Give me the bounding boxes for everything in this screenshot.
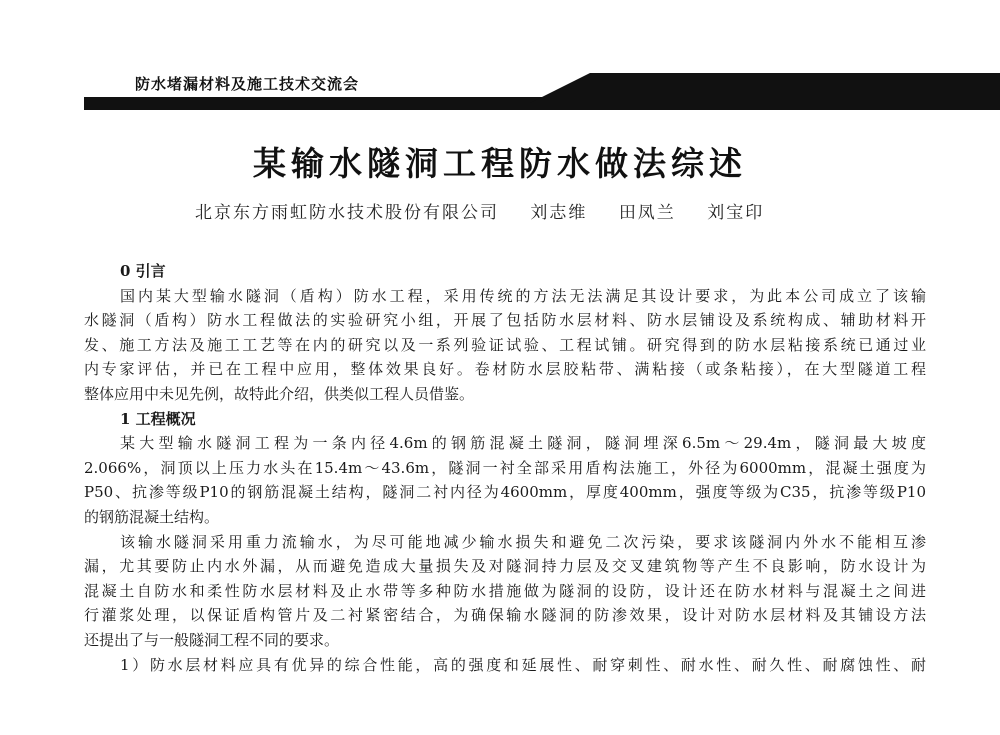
text-line: 漏，尤其要防止内水外漏，从而避免造成大量损失及对隧洞持力层及交叉建筑物等产生不良影响，防水设计为 <box>84 557 926 576</box>
intro-paragraph <box>84 284 926 407</box>
overview-paragraph-1 <box>84 431 926 529</box>
text-line: 整体应用中未见先例，故特此介绍，供类似工程人员借鉴。 <box>84 384 475 403</box>
text-line: 该输水隧洞采用重力流输水，为尽可能地减少输水损失和避免二次污染，要求该隧洞内外水不能相互渗 <box>120 532 926 551</box>
text-line: 水隧洞（盾构）防水工程做法的实验研究小组，开展了包括防水层材料、防水层铺设及系统构成、辅助材料开 <box>84 311 926 330</box>
author-name: 田凤兰 <box>618 203 676 223</box>
body-text <box>84 259 926 677</box>
text-line: 的钢筋混凝土结构。 <box>84 507 220 526</box>
affiliation: 北京东方雨虹防水技术股份有限公司 <box>195 203 499 223</box>
section-heading-overview: 1 工程概况 <box>120 409 196 428</box>
text-line: P50、抗渗等级P10的钢筋混凝土结构，隧洞二衬内径为4600mm，厚度400mm，强度等级为C35，抗渗等级P10 <box>84 483 926 502</box>
paper-title: 某输水隧洞工程防水做法综述 <box>253 144 747 183</box>
requirement-item-1 <box>84 653 926 678</box>
text-line: 某大型输水隧洞工程为一条内径4.6m的钢筋混凝土隧洞，隧洞埋深6.5m～29.4m，隧洞最大坡度 <box>120 434 926 453</box>
header-rule <box>84 97 544 103</box>
text-line: 2.066%，洞顶以上压力水头在15.4m～43.6m，隧洞一衬全部采用盾构法施工，外径为6000mm，混凝土强度为 <box>84 458 926 477</box>
text-line: 内专家评估，并已在工程中应用，整体效果良好。卷材防水层胶粘带、满粘接（或条粘接），在大型隧道工程 <box>84 360 926 379</box>
section-heading-introduction: 0 引言 <box>120 262 166 280</box>
text-line: 国内某大型输水隧洞（盾构）防水工程，采用传统的方法无法满足其设计要求，为此本公司成立了该输 <box>120 286 926 305</box>
conference-name: 防水堵漏材料及施工技术交流会 <box>135 75 360 93</box>
text-line: 混凝土自防水和柔性防水层材料及止水带等多种防水措施做为隧洞的设防，设计还在防水材料与混凝土之间进 <box>84 581 926 600</box>
text-line: 还提出了与一般隧洞工程不同的要求。 <box>84 630 340 649</box>
author-name: 刘宝印 <box>707 203 765 223</box>
text-line: 发、施工方法及施工工艺等在内的研究以及一系列验证试验、工程试铺。研究得到的防水层粘接系统已通过业 <box>84 335 926 354</box>
overview-paragraph-2 <box>84 530 926 653</box>
text-line: 1）防水层材料应具有优异的综合性能，高的强度和延展性、耐穿刺性、耐水性、耐久性、耐腐蚀性、耐 <box>120 655 926 674</box>
text-line: 行灌浆处理，以保证盾构管片及二衬紧密结合，为确保输水隧洞的防渗效果，设计对防水层材料及其铺设方法 <box>84 606 926 625</box>
author-name: 刘志维 <box>530 203 588 223</box>
author-line <box>195 198 764 223</box>
